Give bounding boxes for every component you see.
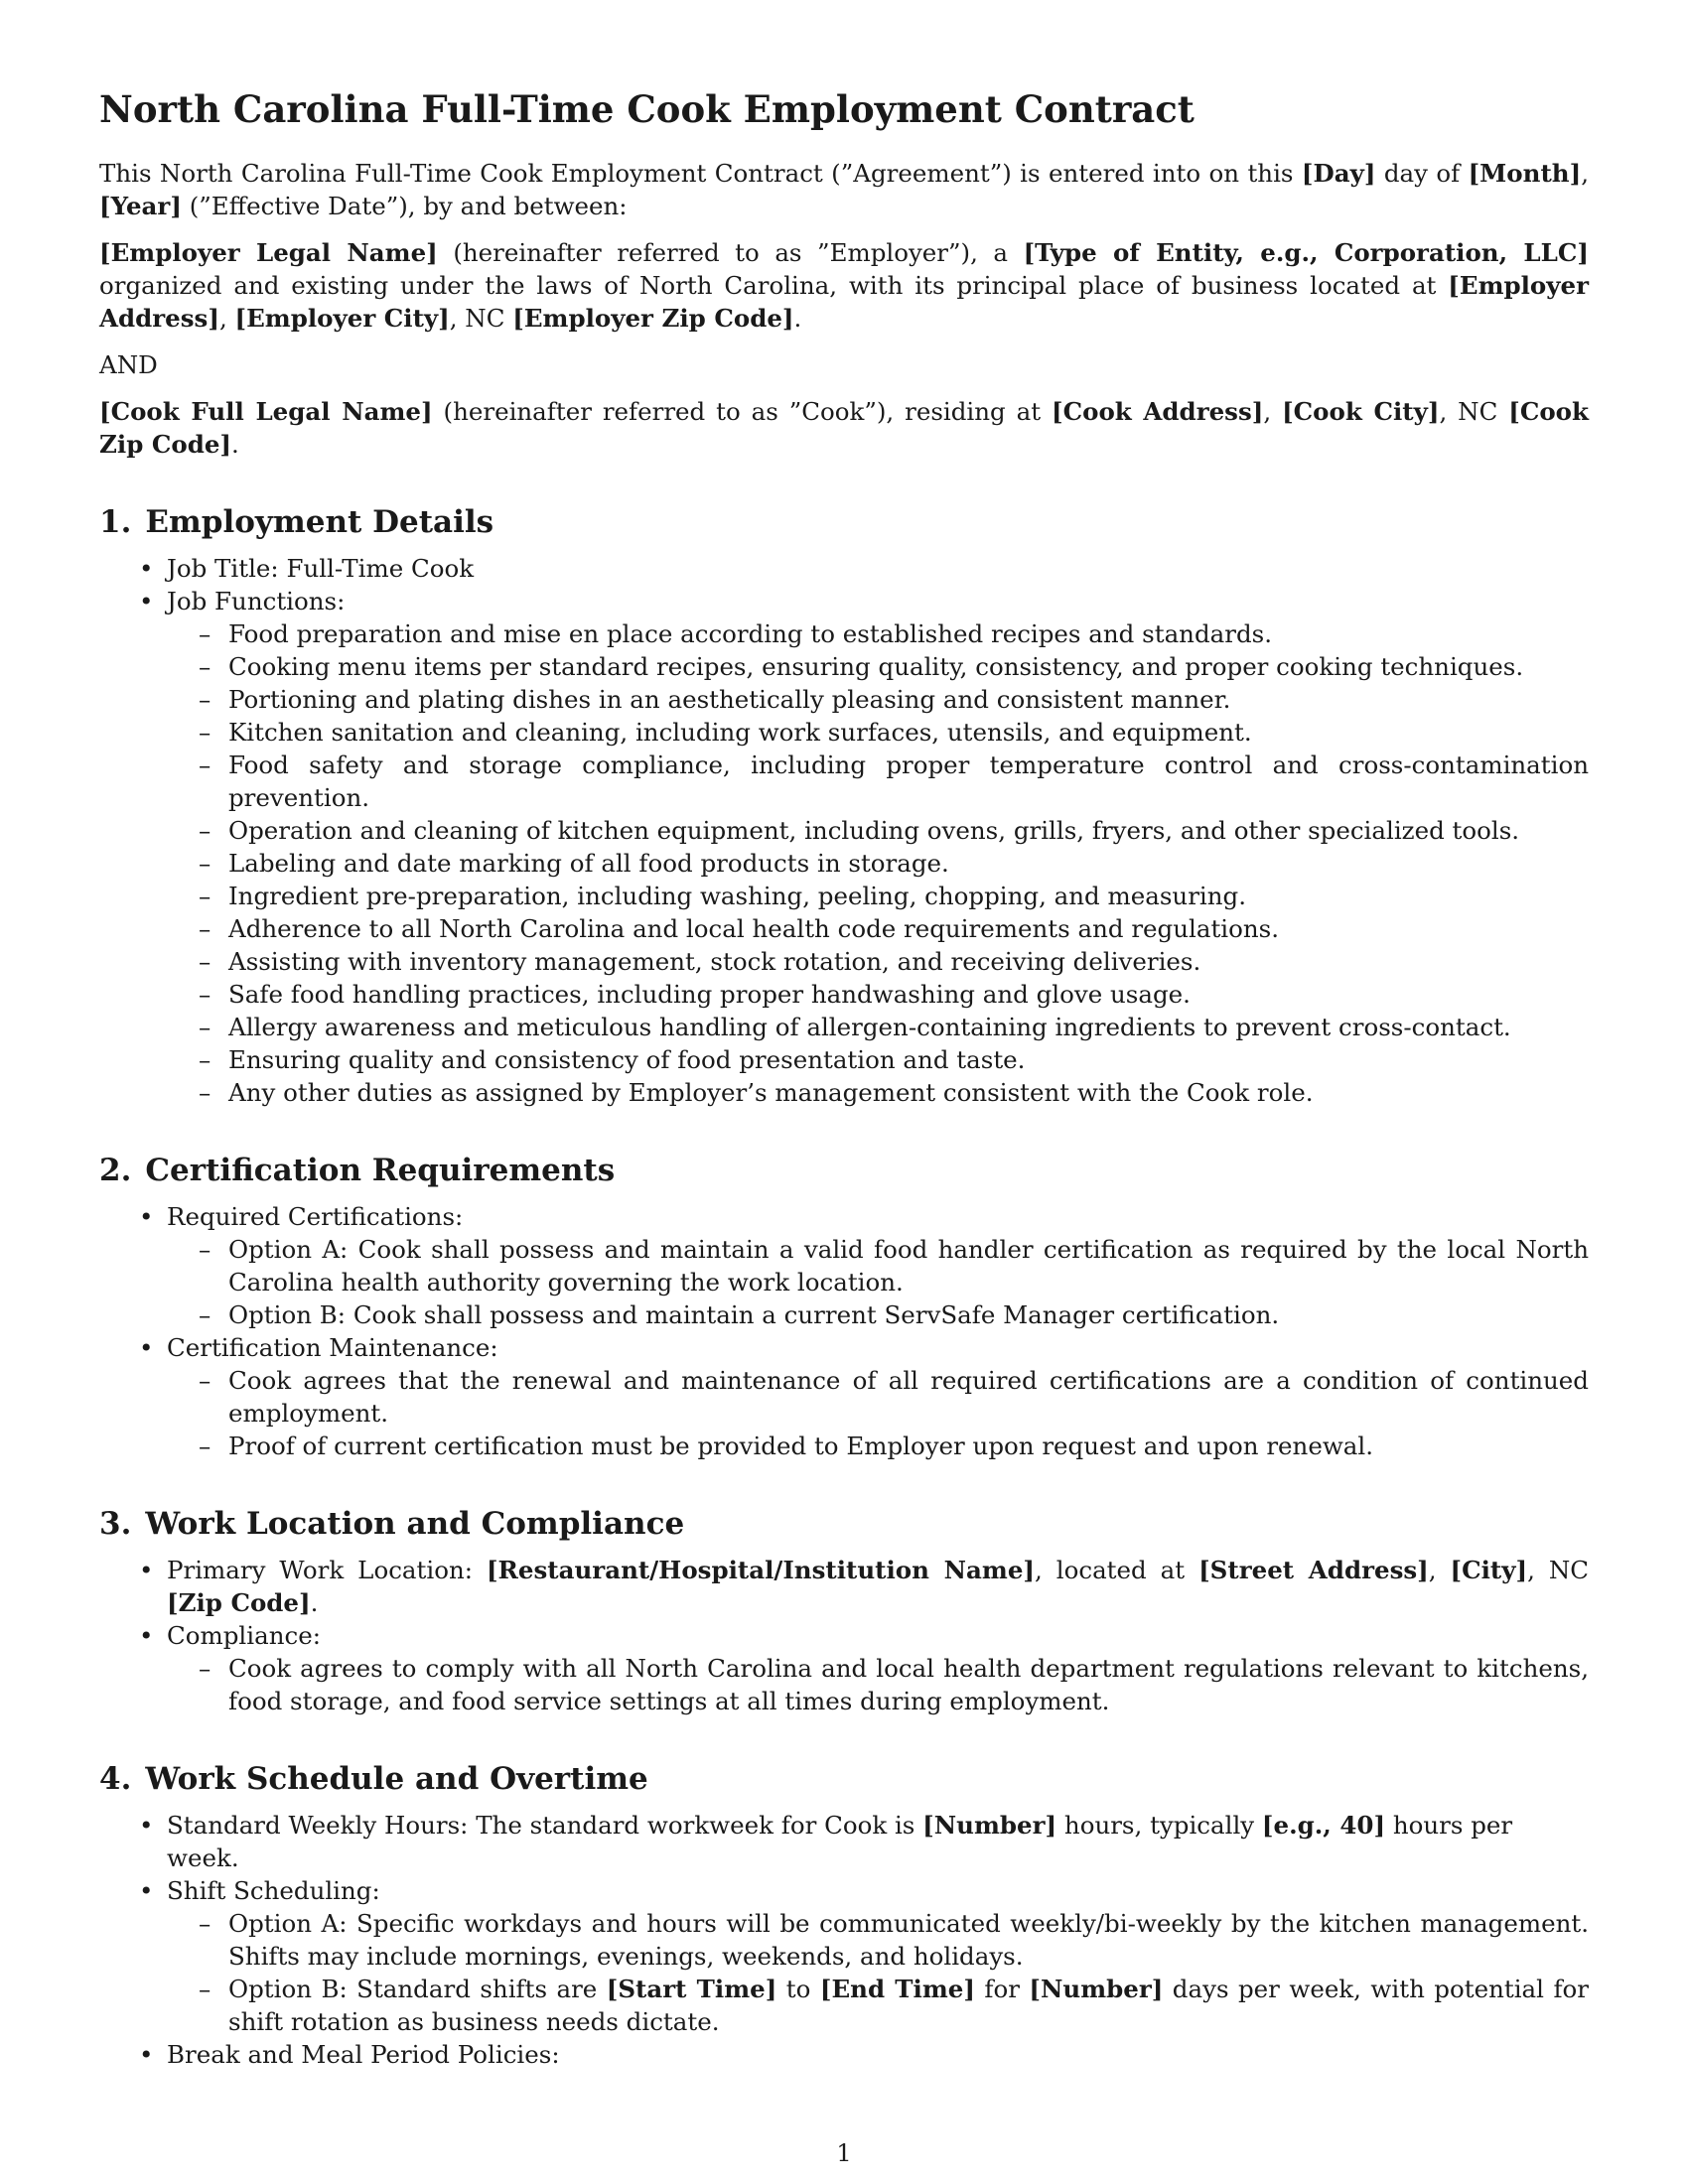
cook-paragraph [99, 395, 1589, 461]
job-function-item: – Food preparation and mise en place according to established recipes and standards. [228, 617, 1589, 650]
intro-text: This North Carolina Full-Time Cook Employment Contract (”Agreement”) is entered into on this [99, 159, 1302, 188]
section-title: Work Location and Compliance [145, 1506, 685, 1542]
list-item: – Option A: Specific workdays and hours will be communicated weekly/bi-weekly by the kitchen management. Shifts may include mornings, evenings, weekends, and holidays. [228, 1907, 1589, 1973]
shift-text: to [776, 1975, 820, 2003]
city-placeholder: [City] [1450, 1556, 1528, 1584]
hours-number-placeholder: [Number] [922, 1811, 1057, 1840]
cook-city-placeholder: [Cook City] [1282, 397, 1440, 426]
location-text: Primary Work Location: [167, 1556, 487, 1584]
hours-text: hours per week. [167, 1811, 1513, 1872]
employer-text: organized and existing under the laws of North Carolina, with its principal place of business located at [99, 271, 1449, 300]
employer-address-placeholder: [Employer Address] [99, 271, 1589, 333]
location-text: , NC [1527, 1556, 1589, 1584]
location-text: , located at [1035, 1556, 1199, 1584]
cook-address-placeholder: [Cook Address] [1052, 397, 1264, 426]
location-text: , [1428, 1556, 1451, 1584]
certification-maintenance-list [167, 1364, 1589, 1462]
job-function-item: – Adherence to all North Carolina and local health code requirements and regulations. [228, 912, 1589, 945]
list-item: – Cook agrees to comply with all North Carolina and local health department regulations relevant to kitchens, food storage, and food service settings at all times during employment. [228, 1652, 1589, 1717]
section-heading-employment-details [99, 502, 1589, 542]
cook-text: (hereinafter referred to as ”Cook”), residing at [432, 397, 1053, 426]
location-text: . [310, 1588, 319, 1617]
section-number: 4. [99, 1761, 132, 1797]
start-time-placeholder: [Start Time] [606, 1975, 777, 2003]
cook-zip-placeholder: [Cook Zip Code] [99, 397, 1589, 459]
employer-text: (hereinafter referred to as ”Employer”), a [437, 238, 1024, 267]
list-item: – Cook agrees that the renewal and maintenance of all required certifications are a condition of continued employment. [228, 1364, 1589, 1430]
required-certifications-label: Required Certifications: [167, 1202, 464, 1231]
list-item [167, 1554, 1589, 1619]
list-item: – Proof of current certification must be provided to Employer upon request and upon renewal. [228, 1430, 1589, 1462]
list-item [167, 1874, 1589, 2038]
cook-name-placeholder: [Cook Full Legal Name] [99, 397, 433, 426]
institution-name-placeholder: [Restaurant/Hospital/Institution Name] [486, 1556, 1036, 1584]
contract-page [99, 87, 1589, 2071]
employment-details-list [99, 552, 1589, 1109]
shift-scheduling-list [167, 1907, 1589, 2038]
list-item [167, 1809, 1589, 1874]
section-heading-work-location [99, 1504, 1589, 1544]
page-number: 1 [836, 2139, 852, 2167]
section-number: 3. [99, 1506, 132, 1542]
section-number: 1. [99, 504, 132, 540]
shift-text: for [974, 1975, 1030, 2003]
employer-zip-placeholder: [Employer Zip Code] [512, 304, 794, 333]
employer-paragraph [99, 236, 1589, 335]
job-function-item: – Assisting with inventory management, stock rotation, and receiving deliveries. [228, 945, 1589, 978]
list-item [167, 1331, 1589, 1462]
employer-text: . [793, 304, 802, 333]
employer-name-placeholder: [Employer Legal Name] [99, 238, 438, 267]
intro-text: day of [1375, 159, 1469, 188]
employer-text: , [218, 304, 235, 333]
list-item: • Break and Meal Period Policies: [167, 2038, 1589, 2071]
required-certifications-list [167, 1233, 1589, 1331]
shift-text: days per week, with potential for shift rotation as business needs dictate. [228, 1975, 1589, 2036]
cook-text: , NC [1439, 397, 1509, 426]
list-item: – Option B: Cook shall possess and maintain a current ServSafe Manager certification. [228, 1298, 1589, 1331]
job-function-item: – Safe food handling practices, including proper handwashing and glove usage. [228, 978, 1589, 1011]
section-heading-work-schedule [99, 1759, 1589, 1799]
hours-example-placeholder: [e.g., 40] [1261, 1811, 1386, 1840]
job-function-item: – Food safety and storage compliance, including proper temperature control and cross-contamination prevention. [228, 749, 1589, 814]
job-function-item: – Portioning and plating dishes in an aesthetically pleasing and consistent manner. [228, 683, 1589, 716]
work-location-list [99, 1554, 1589, 1717]
list-item: • Job Title: Full-Time Cook [167, 552, 1589, 585]
entity-type-placeholder: [Type of Entity, e.g., Corporation, LLC] [1023, 238, 1589, 267]
list-item [167, 1200, 1589, 1331]
compliance-list [167, 1652, 1589, 1717]
end-time-placeholder: [End Time] [819, 1975, 975, 2003]
employer-city-placeholder: [Employer City] [234, 304, 450, 333]
zip-code-placeholder: [Zip Code] [167, 1588, 311, 1617]
shift-text: Option B: Standard shifts are [228, 1975, 607, 2003]
list-item [167, 1619, 1589, 1717]
employer-text: , NC [449, 304, 513, 333]
days-number-placeholder: [Number] [1029, 1975, 1164, 2003]
job-function-item: – Labeling and date marking of all food products in storage. [228, 847, 1589, 880]
list-item [167, 585, 1589, 1109]
job-function-item: – Operation and cleaning of kitchen equipment, including ovens, grills, fryers, and other specialized tools. [228, 814, 1589, 847]
job-functions-label: Job Functions: [167, 587, 346, 615]
year-placeholder: [Year] [99, 192, 182, 220]
job-function-item: – Allergy awareness and meticulous handling of allergen-containing ingredients to prevent cross-contact. [228, 1011, 1589, 1043]
job-function-item: – Cooking menu items per standard recipes, ensuring quality, consistency, and proper cooking techniques. [228, 650, 1589, 683]
job-function-item: – Ensuring quality and consistency of food presentation and taste. [228, 1043, 1589, 1076]
job-functions-list [167, 617, 1589, 1109]
section-title: Certification Requirements [145, 1153, 616, 1188]
work-schedule-list [99, 1809, 1589, 2071]
month-placeholder: [Month] [1468, 159, 1582, 188]
job-function-item: – Ingredient pre-preparation, including washing, peeling, chopping, and measuring. [228, 880, 1589, 912]
compliance-label: Compliance: [167, 1621, 321, 1650]
job-function-item: – Any other duties as assigned by Employer’s management consistent with the Cook role. [228, 1076, 1589, 1109]
section-title: Work Schedule and Overtime [145, 1761, 648, 1797]
document-title: North Carolina Full-Time Cook Employment Contract [99, 87, 1195, 131]
street-address-placeholder: [Street Address] [1198, 1556, 1429, 1584]
cook-text: , [1263, 397, 1283, 426]
and-separator: AND [99, 350, 158, 379]
certification-list [99, 1200, 1589, 1462]
intro-text: (”Effective Date”), by and between: [181, 192, 628, 220]
intro-text: , [1581, 159, 1589, 188]
list-item [228, 1973, 1589, 2038]
section-heading-certification [99, 1151, 1589, 1190]
hours-text: Standard Weekly Hours: The standard workweek for Cook is [167, 1811, 923, 1840]
intro-paragraph [99, 157, 1589, 222]
shift-scheduling-label: Shift Scheduling: [167, 1876, 380, 1905]
day-placeholder: [Day] [1301, 159, 1376, 188]
section-number: 2. [99, 1153, 132, 1188]
section-title: Employment Details [145, 504, 494, 540]
job-function-item: – Kitchen sanitation and cleaning, including work surfaces, utensils, and equipment. [228, 716, 1589, 749]
certification-maintenance-label: Certification Maintenance: [167, 1333, 498, 1362]
list-item: – Option A: Cook shall possess and maintain a valid food handler certification as required by the local North Carolina health authority governing the work location. [228, 1233, 1589, 1298]
cook-text: . [231, 430, 239, 459]
hours-text: hours, typically [1056, 1811, 1262, 1840]
